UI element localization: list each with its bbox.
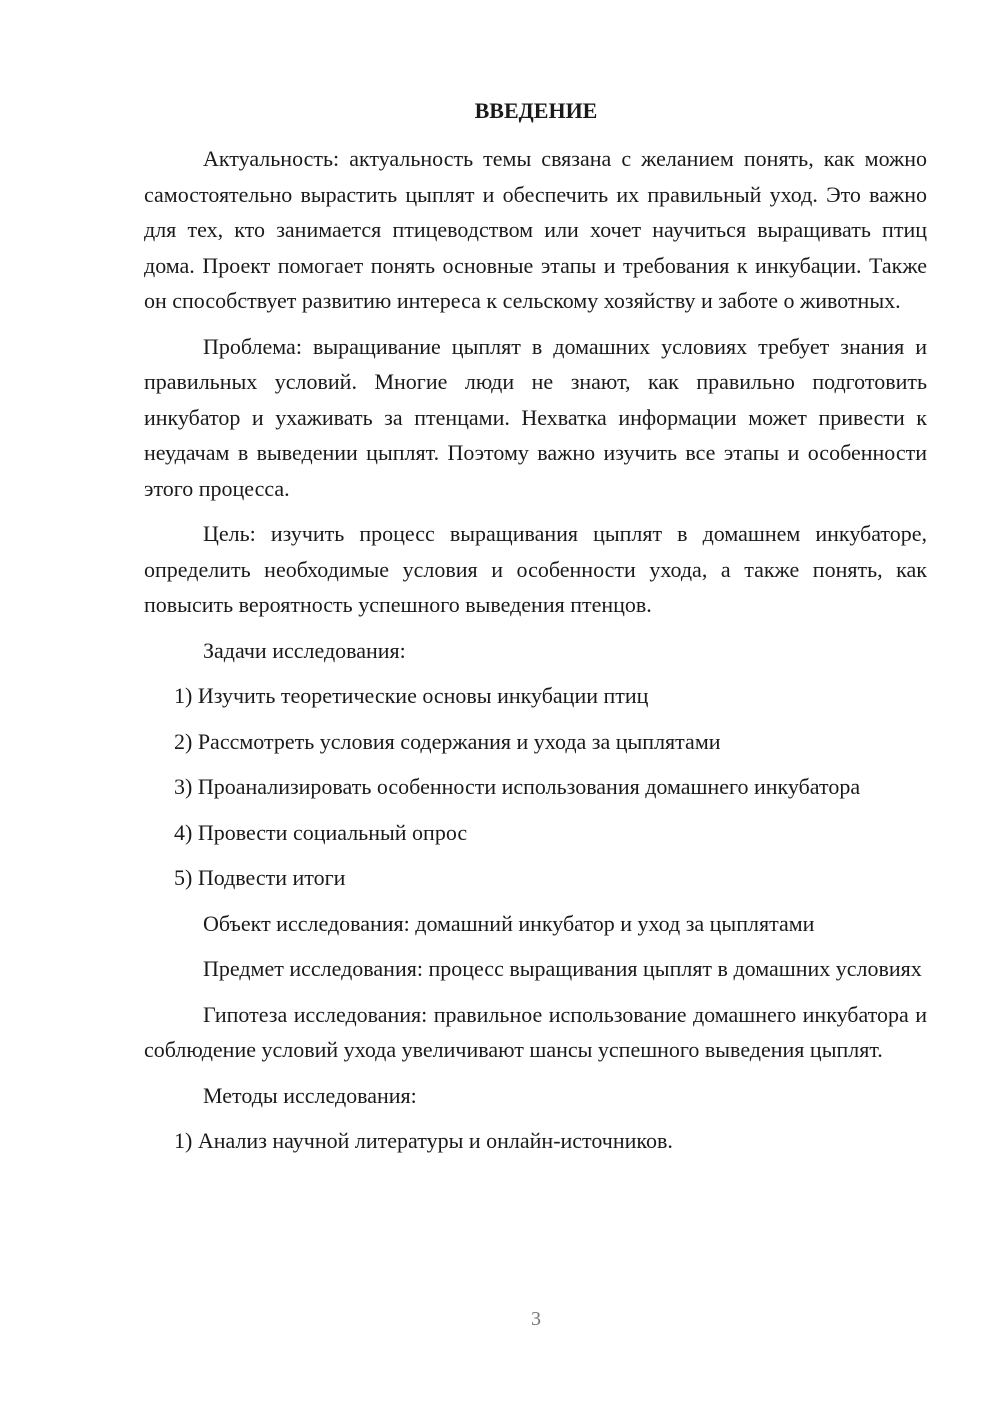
relevance-paragraph: Актуальность: актуальность темы связана с желанием понять, как можно самостоятельно вырастить цыплят и обеспечить их правильный уход. Это важно для тех, кто занимается птицеводством или хочет научиться выращивать птиц дома. Проект помогает понять основные этапы и требования к инкубации. Также он способствует развитию интереса к сельскому хозяйству и заботе о животных. (144, 146, 927, 313)
task-item: 1) Изучить теоретические основы инкубации птиц (174, 683, 649, 708)
body-text (144, 141, 927, 1159)
task-item: 5) Подвести итоги (174, 865, 346, 890)
tasks-heading: Задачи исследования: (203, 637, 406, 663)
page-title: ВВЕДЕНИЕ (474, 98, 598, 123)
goal-paragraph: Цель: изучить процесс выращивания цыплят в домашнем инкубаторе, определить необходимые условия и особенности ухода, а также понять, как повысить вероятность успешного выведения птенцов. (144, 521, 927, 617)
method-item: 1) Анализ научной литературы и онлайн-источников. (174, 1128, 673, 1153)
task-item: 4) Провести социальный опрос (174, 819, 468, 845)
subject-paragraph: Предмет исследования: процесс выращивания цыплят в домашних условиях (203, 956, 922, 981)
task-item: 2) Рассмотреть условия содержания и ухода за цыплятами (174, 728, 721, 754)
task-item: 3) Проанализировать особенности использования домашнего инкубатора (174, 774, 861, 799)
problem-paragraph: Проблема: выращивание цыплят в домашних условиях требует знания и правильных условий. Многие люди не знают, как правильно подготовить инкубатор и ухаживать за птенцами. Нехватка информации может привести к неудачам в выведении цыплят. Поэтому важно изучить все этапы и особенности этого процесса. (144, 333, 927, 501)
page-number: 3 (531, 1308, 541, 1330)
hypothesis-paragraph: Гипотеза исследования: правильное использование домашнего инкубатора и соблюдение условий ухода увеличивают шансы успешного выведения цыплят. (144, 1001, 927, 1062)
object-paragraph: Объект исследования: домашний инкубатор и уход за цыплятами (203, 910, 815, 936)
methods-heading: Методы исследования: (203, 1082, 417, 1108)
